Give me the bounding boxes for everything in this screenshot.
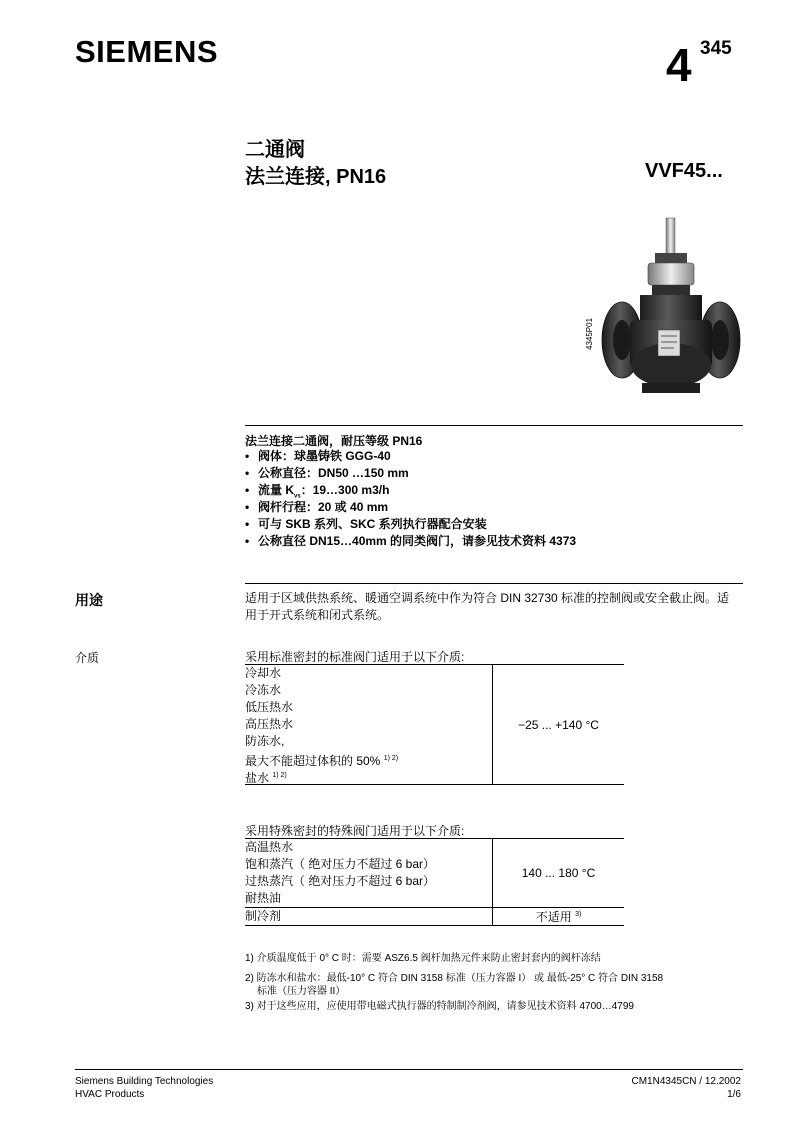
list-item: • 阀杆行程：20 或 40 mm	[245, 499, 576, 516]
footnote-1: 1) 介质温度低于 0° C 时：需要 ASZ6.5 阀杆加热元件来防止密封套内的阀杆冻结	[245, 953, 601, 964]
feature-list	[245, 448, 576, 550]
footer-company: Siemens Building Technologies	[75, 1076, 214, 1087]
table1-caption: 采用标准密封的标准阀门适用于以下介质:	[245, 650, 465, 664]
product-subtitle: 法兰连接, PN16	[245, 166, 387, 188]
media-table-special	[245, 838, 624, 926]
list-item: • 公称直径 DN15…40mm 的同类阀门，请参见技术资料 4373	[245, 533, 576, 550]
list-item: • 流量 $K_{vs}$：19…300 m3/h	[245, 482, 576, 499]
usage-text: 适用于区域供热系统、暖通空调系统中作为符合 DIN 32730 标准的控制阀或安全截止阀。适用于开式系统和闭式系统。	[245, 591, 730, 622]
footnote-2-cont: 标准（压力容器 II）	[257, 986, 346, 997]
valve-image	[600, 215, 750, 405]
table2-caption: 采用特殊密封的特殊阀门适用于以下介质:	[245, 824, 465, 838]
summary-rule	[245, 425, 743, 426]
media-label: 介质	[75, 651, 100, 665]
list-item: • 公称直径：DN50 …150 mm	[245, 465, 576, 482]
refrigerant-label: 制冷剂	[245, 909, 282, 923]
product-model: VVF45...	[645, 160, 723, 182]
footnote-2: 2) 防冻水和盐水：最低-10° C 符合 DIN 3158 标准（压力容器 I） 或 最低-25° C 符合 DIN 3158	[245, 973, 664, 984]
temperature-range: 140 ... 180 °C	[493, 839, 625, 908]
footer-page: 1/6	[727, 1089, 741, 1100]
list-item: • 阀体：球墨铸铁 GGG-40	[245, 448, 576, 465]
footnote-3: 3) 对于这些应用，应使用带电磁式执行器的特制制冷剂阀，请参见技术资料 4700…4799	[245, 1001, 634, 1012]
siemens-logo: SIEMENS	[75, 34, 219, 69]
footer-division: HVAC Products	[75, 1089, 145, 1100]
temperature-range: −25 ... +140 °C	[493, 665, 625, 785]
footer-doc-id: CM1N4345CN / 12.2002	[631, 1076, 741, 1087]
summary-heading: 法兰连接二通阀，耐压等级 PN16	[245, 434, 423, 448]
doc-number: 4	[666, 39, 692, 91]
list-item: • 可与 SKB 系列、SKC 系列执行器配合安装	[245, 516, 576, 533]
usage-label: 用途	[75, 592, 103, 608]
media-list: 高温热水 饱和蒸汽（ 绝对压力不超过 6 bar） 过热蒸汽（ 绝对压力不超过 6 bar） 耐热油	[245, 839, 493, 908]
figure-code: 4345P01	[585, 317, 594, 350]
doc-number-sup: 345	[700, 38, 732, 59]
media-table-standard	[245, 664, 624, 785]
footer-rule	[75, 1069, 743, 1070]
product-title: 二通阀	[245, 139, 305, 161]
media-list: 冷却水 冷冻水 低压热水 高压热水 防冻水, 最大不能超过体积的 50% $^{1) 2)}$ 盐水 $^{1) 2)}$	[245, 665, 493, 785]
usage-rule	[245, 583, 743, 584]
refrigerant-value: 不适用 $^{3)}$	[493, 908, 625, 926]
